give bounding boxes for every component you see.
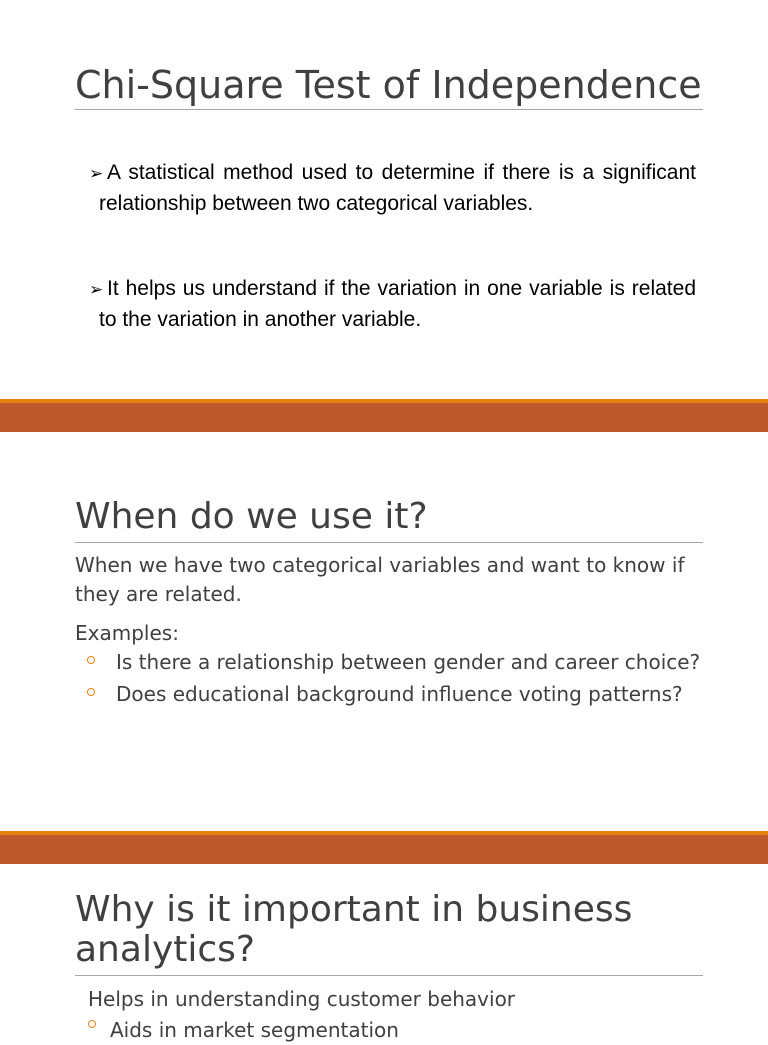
arrowhead-bullet-icon: ➢ — [89, 280, 104, 300]
slide-1-bullet — [89, 274, 696, 334]
slide-divider-band — [0, 399, 768, 432]
slide-1-bullet-text: A statistical method used to determine if there is a significant relationship between two categorical variables. — [99, 161, 696, 215]
example-text: Is there a relationship between gender and career choice? — [116, 650, 701, 674]
example-text: Does educational background influence voting patterns? — [116, 682, 683, 706]
slide-2-examples-list — [75, 646, 715, 710]
slide-1-title-rule — [75, 109, 703, 110]
slide-3-title: Why is it important in business analytics? — [75, 889, 633, 970]
slide-2-intro-text: When we have two categorical variables and want to know if they are related. — [75, 553, 685, 606]
slide-1-bullet-text: It helps us understand if the variation in one variable is related to the variation in another variable. — [99, 277, 696, 331]
slide-1-title: Chi-Square Test of Independence — [75, 63, 702, 107]
arrowhead-bullet-icon: ➢ — [89, 164, 104, 184]
slide-3-point-clipped — [88, 1016, 438, 1042]
slide-1-bullet — [89, 158, 696, 218]
list-item — [75, 646, 715, 678]
slide-3-title-rule — [75, 975, 703, 976]
slide-2-title: When do we use it? — [75, 496, 428, 537]
list-item — [75, 678, 715, 710]
ring-bullet-icon — [87, 688, 95, 696]
slide-3-point: Helps in understanding customer behavior — [88, 987, 516, 1011]
ring-bullet-icon — [87, 656, 95, 664]
slide-1-bullet-list — [89, 158, 696, 218]
slide-1-bullet-list — [89, 274, 696, 334]
slide-2-title-rule — [75, 542, 703, 543]
ring-bullet-icon — [88, 1020, 96, 1028]
slide-2-examples-label: Examples: — [75, 621, 179, 645]
slide-3-point: Aids in market segmentation — [110, 1018, 399, 1042]
slide-divider-band — [0, 831, 768, 864]
